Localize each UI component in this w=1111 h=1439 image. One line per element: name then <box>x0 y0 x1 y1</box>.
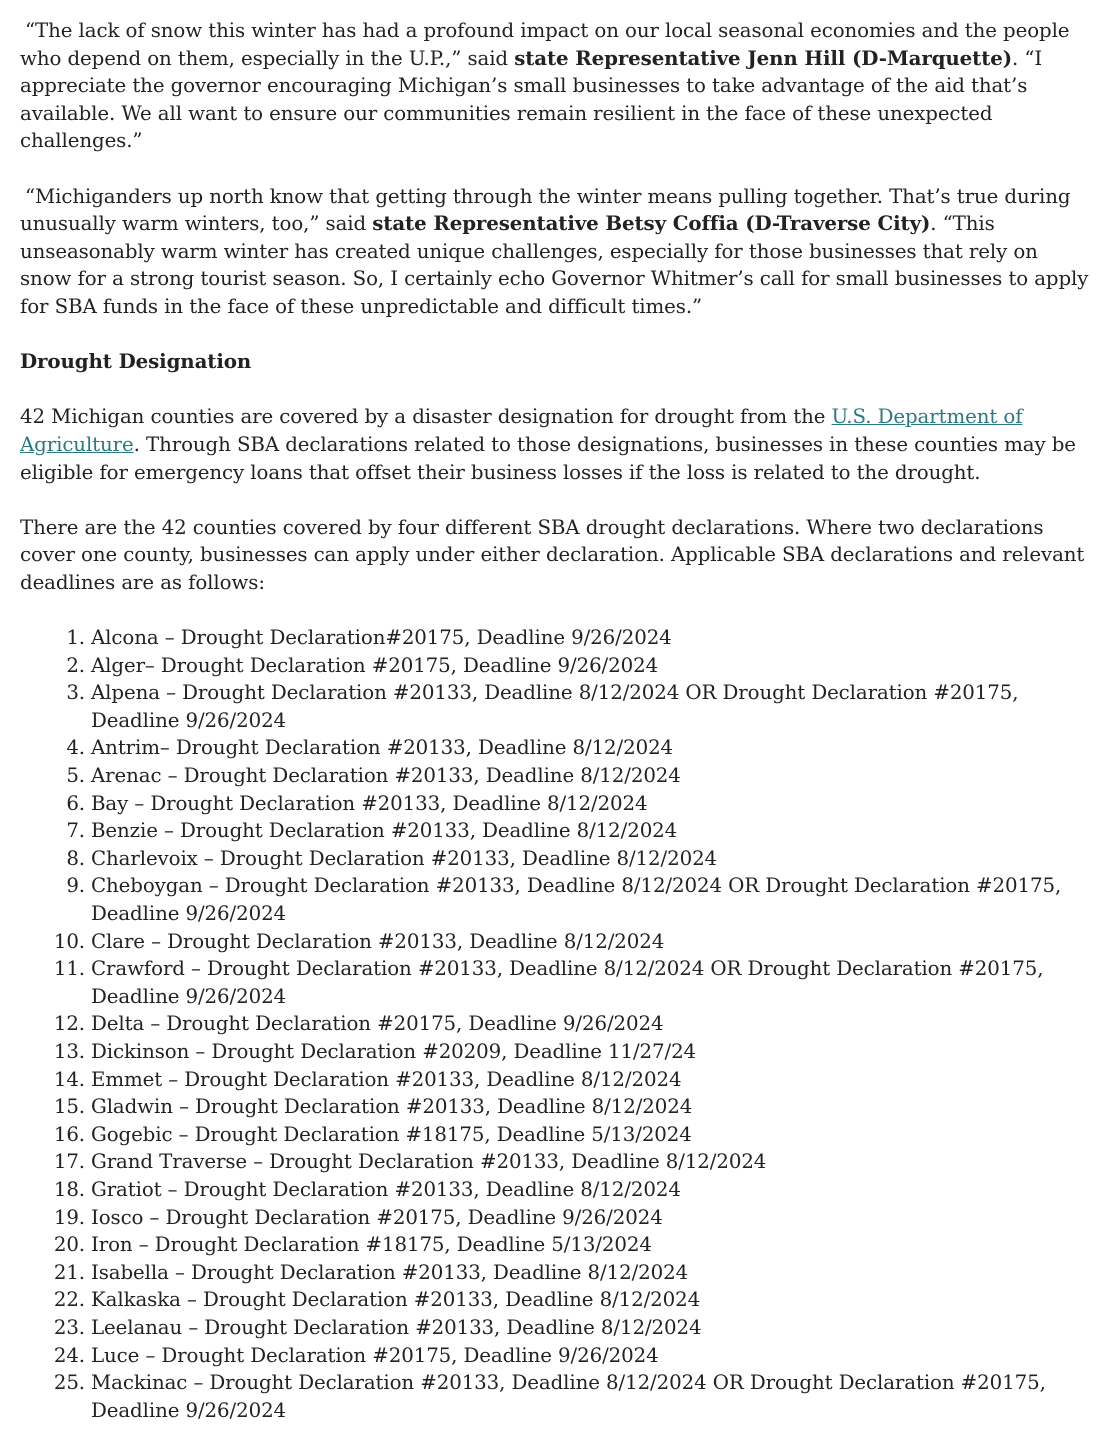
list-item-number: 1. <box>66 626 85 650</box>
county-list-item <box>20 652 1095 680</box>
list-item-text: Gladwin – Drought Declaration #20133, Deadline 8/12/2024 <box>91 1095 693 1119</box>
usda-link[interactable]: U.S. Department of Agriculture <box>20 405 1023 456</box>
list-item-number: 3. <box>66 681 85 705</box>
list-item-text: Arenac – Drought Declaration #20133, Deadline 8/12/2024 <box>91 764 681 788</box>
county-list-item <box>20 872 1095 927</box>
list-item-number: 24. <box>53 1343 85 1367</box>
list-item-number: 22. <box>53 1288 85 1312</box>
county-list-item <box>20 1342 1095 1370</box>
list-item-number: 7. <box>66 819 85 843</box>
list-item-text: Alger– Drought Declaration #20175, Deadline 9/26/2024 <box>91 653 659 677</box>
county-list-item <box>20 762 1095 790</box>
list-item-number: 6. <box>66 791 85 815</box>
quote-hill-continuation: . “I appreciate the governor encouraging Michigan’s small businesses to take advantage of the aid that’s available. We all want to ensure our communities remain resilient in the face of these unexpected challenges.” <box>20 46 1043 153</box>
list-item-number: 4. <box>66 736 85 760</box>
county-list-item <box>20 1038 1095 1066</box>
list-item-text: Crawford – Drought Declaration #20133, Deadline 8/12/2024 OR Drought Declaration #20175, Deadline 9/26/2024 <box>91 957 1044 1008</box>
quote-hill-text: “The lack of snow this winter has had a profound impact on our local seasonal economies and the people who depend on them, especially in the U.P.,” said <box>20 19 1070 70</box>
quote-paragraph-hill <box>20 17 1095 155</box>
list-item-number: 8. <box>66 846 85 870</box>
list-item-number: 19. <box>53 1205 85 1229</box>
list-item-text: Dickinson – Drought Declaration #20209, Deadline 11/27/24 <box>91 1039 697 1063</box>
list-item-text: Luce – Drought Declaration #20175, Deadline 9/26/2024 <box>91 1343 659 1367</box>
list-item-number: 21. <box>53 1260 85 1284</box>
county-list-item <box>20 790 1095 818</box>
county-list-item <box>20 1176 1095 1204</box>
county-list-item <box>20 1314 1095 1342</box>
list-item-number: 2. <box>66 653 85 677</box>
section-heading-drought: Drought Designation <box>20 349 252 374</box>
list-item-text: Kalkaska – Drought Declaration #20133, Deadline 8/12/2024 <box>91 1288 701 1312</box>
list-item-text: Benzie – Drought Declaration #20133, Deadline 8/12/2024 <box>91 819 678 843</box>
declarations-paragraph: There are the 42 counties covered by four different SBA drought declarations. Where two declarations cover one county, businesses can apply under either declaration. Applicable SBA declarations and relevant deadlines are as follows: <box>20 515 1085 594</box>
county-list-item <box>20 1286 1095 1314</box>
list-item-text: Antrim– Drought Declaration #20133, Deadline 8/12/2024 <box>91 736 674 760</box>
drought-intro-text: 42 Michigan counties are covered by a disaster designation for drought from the <box>20 405 832 429</box>
quote-paragraph-coffia <box>20 183 1095 321</box>
county-list-item <box>20 955 1095 1010</box>
county-list <box>20 624 1095 1424</box>
list-item-text: Iron – Drought Declaration #18175, Deadline 5/13/2024 <box>91 1233 652 1257</box>
list-item-text: Gratiot – Drought Declaration #20133, Deadline 8/12/2024 <box>91 1177 681 1201</box>
list-item-number: 23. <box>53 1315 85 1339</box>
document-page <box>20 17 1095 1424</box>
county-list-item <box>20 928 1095 956</box>
list-item-text: Delta – Drought Declaration #20175, Deadline 9/26/2024 <box>91 1012 664 1036</box>
county-list-item <box>20 679 1095 734</box>
county-list-item <box>20 1369 1095 1424</box>
county-list-item <box>20 624 1095 652</box>
list-item-text: Mackinac – Drought Declaration #20133, Deadline 8/12/2024 OR Drought Declaration #20175, Deadline 9/26/2024 <box>91 1371 1046 1422</box>
county-list-item <box>20 1010 1095 1038</box>
quote-coffia-text: “Michiganders up north know that getting through the winter means pulling together. That’s true during unusually warm winters, too,” said <box>20 184 1071 236</box>
drought-intro-continuation: . Through SBA declarations related to those designations, businesses in these counties may be eligible for emergency loans that offset their business losses if the loss is related to the drought. <box>20 432 1076 484</box>
list-item-number: 20. <box>53 1233 85 1257</box>
list-item-number: 13. <box>53 1039 85 1063</box>
list-item-text: Isabella – Drought Declaration #20133, Deadline 8/12/2024 <box>91 1260 689 1284</box>
county-list-item <box>20 1204 1095 1232</box>
list-item-number: 16. <box>53 1122 85 1146</box>
list-item-number: 15. <box>53 1095 85 1119</box>
list-item-text: Iosco – Drought Declaration #20175, Deadline 9/26/2024 <box>91 1205 663 1229</box>
list-item-number: 14. <box>53 1067 85 1091</box>
list-item-text: Charlevoix – Drought Declaration #20133, Deadline 8/12/2024 <box>91 846 718 870</box>
drought-intro-paragraph <box>20 403 1095 486</box>
list-item-number: 17. <box>53 1150 85 1174</box>
county-list-item <box>20 1148 1095 1176</box>
county-list-item <box>20 845 1095 873</box>
county-list-item <box>20 1093 1095 1121</box>
list-item-number: 25. <box>53 1371 85 1395</box>
list-item-text: Emmet – Drought Declaration #20133, Deadline 8/12/2024 <box>91 1067 682 1091</box>
list-item-number: 10. <box>53 929 85 953</box>
quote-coffia-continuation: . “This unseasonably warm winter has created unique challenges, especially for those businesses that rely on snow for a strong tourist season. So, I certainly echo Governor Whitmer’s call for small businesses to apply for SBA funds in the face of these unpredictable and difficult times.” <box>20 212 1089 318</box>
county-list-item <box>20 1259 1095 1287</box>
list-item-text: Clare – Drought Declaration #20133, Deadline 8/12/2024 <box>91 929 665 953</box>
list-item-number: 9. <box>66 874 85 898</box>
county-list-item <box>20 817 1095 845</box>
list-item-text: Gogebic – Drought Declaration #18175, Deadline 5/13/2024 <box>91 1122 692 1146</box>
list-item-text: Bay – Drought Declaration #20133, Deadline 8/12/2024 <box>91 791 648 815</box>
county-list-item <box>20 1121 1095 1149</box>
list-item-text: Alpena – Drought Declaration #20133, Deadline 8/12/2024 OR Drought Declaration #20175, Deadline 9/26/2024 <box>91 681 1019 732</box>
speaker-betsy-coffia: state Representative Betsy Coffia (D-Traverse City) <box>372 211 931 236</box>
county-list-item <box>20 734 1095 762</box>
county-list-item <box>20 1231 1095 1259</box>
list-item-text: Leelanau – Drought Declaration #20133, Deadline 8/12/2024 <box>91 1315 702 1339</box>
list-item-number: 12. <box>53 1012 85 1036</box>
county-list-item <box>20 1066 1095 1094</box>
list-item-text: Grand Traverse – Drought Declaration #20133, Deadline 8/12/2024 <box>91 1150 767 1174</box>
speaker-jenn-hill: state Representative Jenn Hill (D-Marquette) <box>514 45 1012 70</box>
list-item-number: 11. <box>53 957 85 981</box>
list-item-text: Cheboygan – Drought Declaration #20133, Deadline 8/12/2024 OR Drought Declaration #20175, Deadline 9/26/2024 <box>91 874 1062 925</box>
list-item-text: Alcona – Drought Declaration#20175, Deadline 9/26/2024 <box>91 626 672 650</box>
list-item-number: 5. <box>66 764 85 788</box>
list-item-number: 18. <box>53 1177 85 1201</box>
